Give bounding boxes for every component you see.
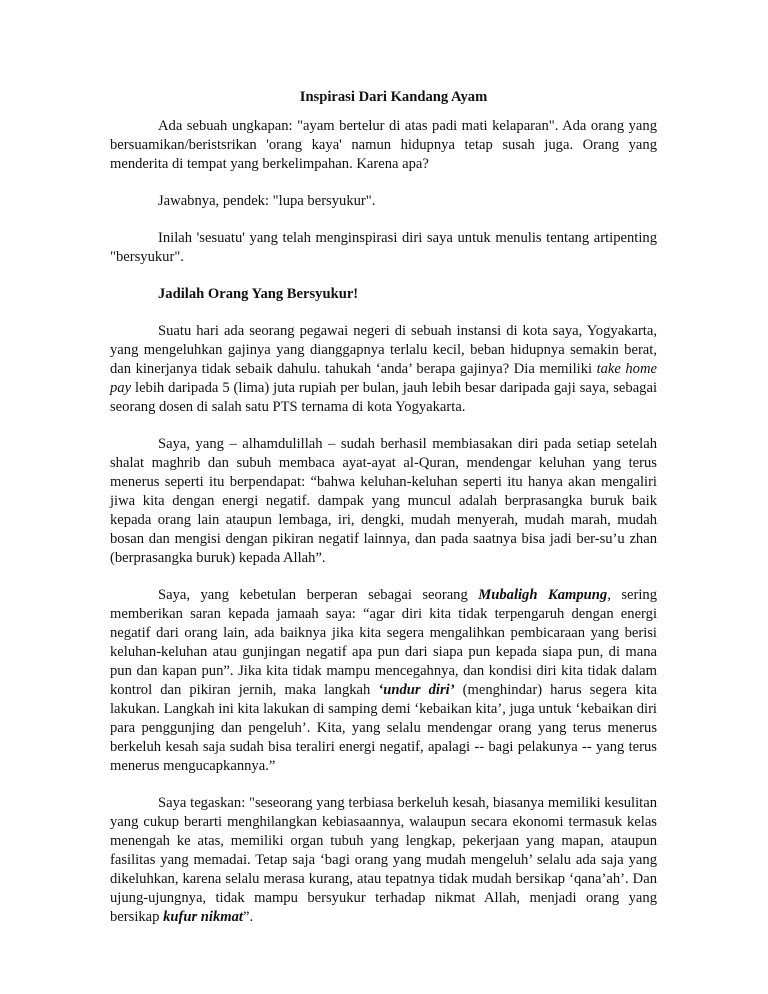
paragraph-6-emphasis-1: Mubaligh Kampung bbox=[478, 587, 608, 603]
paragraph-7 bbox=[110, 794, 657, 927]
paragraph-6-text-b: , sering memberikan saran kepada jamaah saya: “agar diri kita tidak terpengaruh dengan energi negatif dari orang lain, ada baiknya jika kita segera mengalihkan pembicaraan yang berisi keluhan-keluhan atau gunjingan negatif apa pun dari siapa pun kepada siapa pun, di mana pun dan kapan pun”. Jika kita tidak mampu mencegahnya, dan kondisi diri kita tidak dalam kontrol dan pikiran jernih, maka langkah bbox=[110, 587, 657, 698]
paragraph-7-text-a: Saya tegaskan: "seseorang yang terbiasa berkeluh kesah, biasanya memiliki kesulitan yang cukup berarti menghilangkan kebiasaannya, walaupun secara ekonomi termasuk kelas menengah ke atas, memiliki organ tubuh yang lengkap, pekerjaan yang mapan, ataupun fasilitas yang memadai. Tetap saja ‘bagi orang yang mudah mengeluh’ selalu ada saja yang dikeluhkan, karena selalu merasa kurang, atau tepatnya tidak mudah bersikap ‘qana’ah’. Dan ujung-ujungnya, tidak mampu bersyukur terhadap nikmat Allah, menjadi orang yang bersikap bbox=[110, 795, 657, 925]
paragraph-4-text-a: Suatu hari ada seorang pegawai negeri di sebuah instansi di kota saya, Yogyakarta, yang mengeluhkan gajinya yang dianggapnya terlalu kecil, beban hidupnya semakin berat, dan kinerjanya tidak sebaik dahulu. tahukah ‘anda’ berapa gajinya? Dia memiliki bbox=[110, 323, 657, 377]
paragraph-3: Inilah 'sesuatu' yang telah menginspirasi diri saya untuk menulis tentang artipenting "bersyukur". bbox=[110, 230, 657, 265]
section-heading: Jadilah Orang Yang Bersyukur! bbox=[158, 286, 359, 302]
paragraph-4-text-b: lebih daripada 5 (lima) juta rupiah per bulan, jauh lebih besar daripada gaji saya, sebagai seorang dosen di salah satu PTS ternama di kota Yogyakarta. bbox=[110, 380, 657, 415]
paragraph-2: Jawabnya, pendek: "lupa bersyukur". bbox=[158, 193, 376, 209]
paragraph-7-emphasis: kufur nikmat bbox=[163, 909, 243, 925]
paragraph-7-text-b: ”. bbox=[242, 909, 254, 925]
paragraph-6-emphasis-2: ‘undur diri’ bbox=[378, 682, 455, 698]
paragraph-6-text-c: (menghindar) harus segera kita lakukan. Langkah ini kita lakukan di samping demi ‘kebaikan kita’, juga untuk ‘kebaikan diri para penggunjing dan pengeluh’. Kita, yang selalu mendengar orang yang terus menerus berkeluh kesah saja sudah bisa teraliri energi negatif, apalagi -- bagi pelakunya -- yang terus menerus mengucapkannya.” bbox=[110, 682, 657, 774]
paragraph-1: Ada sebuah ungkapan: "ayam bertelur di atas padi mati kelaparan". Ada orang yang bersuamikan/beristsrikan 'orang kaya' namun hidupnya tetap susah juga. Orang yang menderita di tempat yang berkelimpahan. Karena apa? bbox=[110, 118, 657, 172]
paragraph-5: Saya, yang – alhamdulillah – sudah berhasil membiasakan diri pada setiap setelah shalat maghrib dan subuh membaca ayat-ayat al-Quran, mendengar keluhan yang terus menerus seperti itu berpendapat: “bahwa keluhan-keluhan seperti itu hanya akan mengaliri jiwa kita dengan energi negatif. dampak yang muncul adalah berprasangka buruk baik kepada orang lain ataupun lembaga, iri, dengki, mudah menyerah, mudah marah, mudah bosan dan mengisi dengan pikiran negatif lainnya, dan pada saatnya bisa jadi ber-su’u zhan (berprasangka buruk) kepada Allah”. bbox=[110, 436, 657, 566]
paragraph-4 bbox=[110, 322, 657, 417]
paragraph-6 bbox=[110, 586, 657, 776]
document-page bbox=[110, 88, 657, 927]
document-title: Inspirasi Dari Kandang Ayam bbox=[299, 89, 488, 105]
paragraph-4-emphasis: take home pay bbox=[110, 361, 657, 396]
paragraph-6-text-a: Saya, yang kebetulan berperan sebagai seorang bbox=[158, 587, 479, 603]
